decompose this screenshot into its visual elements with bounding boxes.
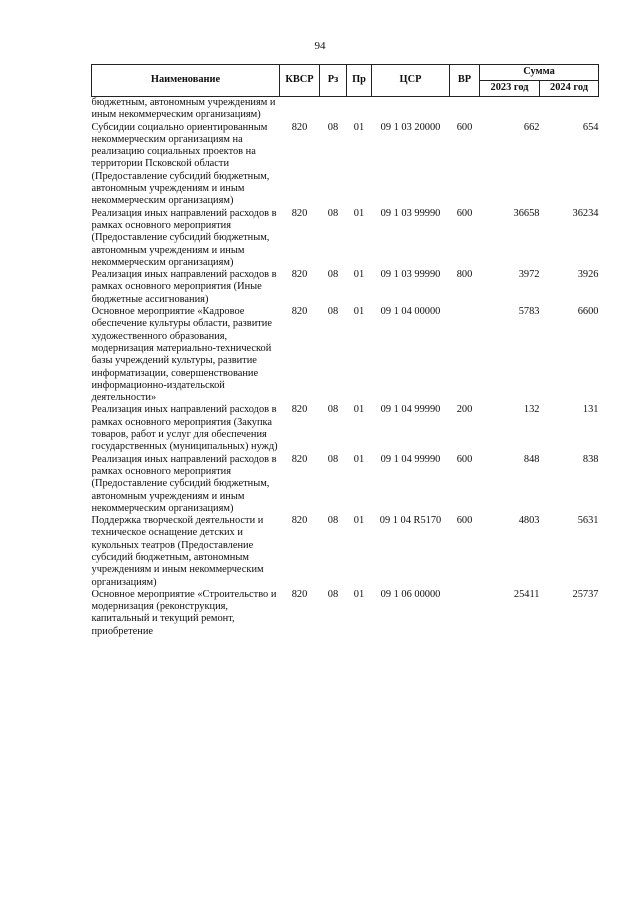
- col-header-name: Наименование: [92, 65, 280, 97]
- row-rz: 08: [327, 404, 339, 416]
- row-vr: [450, 589, 480, 638]
- row-csr: [372, 97, 450, 122]
- row-rz: 08: [327, 515, 339, 527]
- row-rz: [320, 97, 347, 122]
- row-kvsr: 820: [291, 306, 308, 318]
- budget-table: [91, 64, 599, 638]
- row-rz: 08: [327, 121, 339, 133]
- row-sum-2024: 131: [582, 404, 599, 416]
- table-row: [92, 97, 599, 122]
- table-row: [92, 208, 599, 269]
- row-pr: [347, 97, 372, 122]
- row-name: Основное мероприятие «Строительство и модернизация (реконструкция, капитальный и текущий ремонт, приобретение: [91, 588, 277, 637]
- row-csr: 09 1 04 00000: [380, 306, 441, 318]
- row-vr: 600: [456, 121, 473, 133]
- row-sum-2024: 6600: [577, 306, 599, 318]
- col-header-2023: 2023 год: [480, 81, 540, 97]
- row-kvsr: 820: [291, 404, 308, 416]
- row-sum-2024: 838: [582, 453, 599, 465]
- row-pr: 01: [353, 404, 365, 416]
- row-rz: 08: [327, 453, 339, 465]
- col-header-2024: 2024 год: [540, 81, 599, 97]
- row-kvsr: 820: [291, 269, 308, 281]
- row-pr: 01: [353, 121, 365, 133]
- row-rz: 08: [327, 306, 339, 318]
- table-row: [92, 404, 599, 453]
- row-pr: 01: [353, 588, 365, 600]
- row-pr: 01: [353, 515, 365, 527]
- row-name: Основное мероприятие «Кадровое обеспечение культуры области, развитие художественного образования, модернизация материально-технической базы учреждений культуры, развитие информатизации, совершенствование информационно-издательской деятельности»: [91, 306, 272, 404]
- row-kvsr: 820: [291, 588, 308, 600]
- row-rz: 08: [327, 269, 339, 281]
- row-rz: 08: [327, 588, 339, 600]
- row-name: Реализация иных направлений расходов в рамках основного мероприятия (Закупка товаров, работ и услуг для обеспечения государственных (муниципальных) нужд): [91, 404, 278, 453]
- row-kvsr: 820: [291, 515, 308, 527]
- row-kvsr: [280, 97, 320, 122]
- row-pr: 01: [353, 269, 365, 281]
- row-sum-2024: 36234: [572, 207, 599, 219]
- table-row: [92, 306, 599, 404]
- col-header-sum: Сумма: [480, 65, 599, 81]
- table-row: [92, 454, 599, 515]
- row-sum-2023: [480, 97, 540, 122]
- row-csr: 09 1 04 R5170: [379, 515, 442, 527]
- row-vr: 600: [456, 515, 473, 527]
- row-name: Реализация иных направлений расходов в рамках основного мероприятия (Иные бюджетные ассигнования): [91, 269, 277, 305]
- row-sum-2023: 848: [523, 453, 540, 465]
- row-sum-2024: 654: [582, 121, 599, 133]
- table-row: [92, 589, 599, 638]
- row-sum-2023: 4803: [518, 515, 540, 527]
- row-name: Субсидии социально ориентированным некоммерческим организациям на реализацию социальных проектов на территории Псковской области (Предоставление субсидий бюджетным, автономным учреждениям и иным некоммерческим организациям): [91, 121, 270, 207]
- row-kvsr: 820: [291, 207, 308, 219]
- table-row: [92, 122, 599, 208]
- row-vr: 600: [456, 453, 473, 465]
- row-csr: 09 1 04 99990: [380, 453, 441, 465]
- col-header-csr: ЦСР: [372, 65, 450, 97]
- row-vr: 800: [456, 269, 473, 281]
- row-vr: [450, 97, 480, 122]
- row-name: Поддержка творческой деятельности и техническое оснащение детских и кукольных театров (Предоставление субсидий бюджетным, автономным учреждениям и иным некоммерческим организациям): [91, 515, 264, 588]
- table-body: [92, 97, 599, 639]
- row-sum-2023: 5783: [518, 306, 540, 318]
- row-sum-2024: 25737: [572, 588, 599, 600]
- row-vr: 200: [456, 404, 473, 416]
- row-pr: 01: [353, 207, 365, 219]
- row-vr: [450, 306, 480, 404]
- row-sum-2024: 3926: [577, 269, 599, 281]
- row-rz: 08: [327, 207, 339, 219]
- row-csr: 09 1 03 99990: [380, 269, 441, 281]
- row-sum-2023: 25411: [513, 588, 540, 600]
- row-pr: 01: [353, 306, 365, 318]
- col-header-kvsr: КВСР: [280, 65, 320, 97]
- row-csr: 09 1 04 99990: [380, 404, 441, 416]
- row-pr: 01: [353, 453, 365, 465]
- row-sum-2024: [540, 97, 599, 122]
- table-row: [92, 269, 599, 306]
- row-name: бюджетным, автономным учреждениям и иным некоммерческим организациям): [91, 97, 276, 121]
- row-csr: 09 1 03 20000: [380, 121, 441, 133]
- row-sum-2023: 36658: [513, 207, 540, 219]
- col-header-vr: ВР: [450, 65, 480, 97]
- row-csr: 09 1 03 99990: [380, 207, 441, 219]
- row-vr: 600: [456, 207, 473, 219]
- table-header: [92, 65, 599, 97]
- row-kvsr: 820: [291, 453, 308, 465]
- page-number: 94: [314, 40, 326, 52]
- row-sum-2023: 3972: [518, 269, 540, 281]
- col-header-pr: Пр: [347, 65, 372, 97]
- row-sum-2023: 132: [523, 404, 540, 416]
- row-sum-2024: 5631: [577, 515, 599, 527]
- row-sum-2023: 662: [523, 121, 540, 133]
- table-row: [92, 515, 599, 589]
- row-csr: 09 1 06 00000: [380, 588, 441, 600]
- row-name: Реализация иных направлений расходов в рамках основного мероприятия (Предоставление субсидий бюджетным, автономным учреждениям и иным некоммерческим организациям): [91, 453, 277, 514]
- row-kvsr: 820: [291, 121, 308, 133]
- col-header-rz: Рз: [320, 65, 347, 97]
- row-name: Реализация иных направлений расходов в рамках основного мероприятия (Предоставление субсидий бюджетным, автономным учреждениям и иным некоммерческим организациям): [91, 207, 277, 268]
